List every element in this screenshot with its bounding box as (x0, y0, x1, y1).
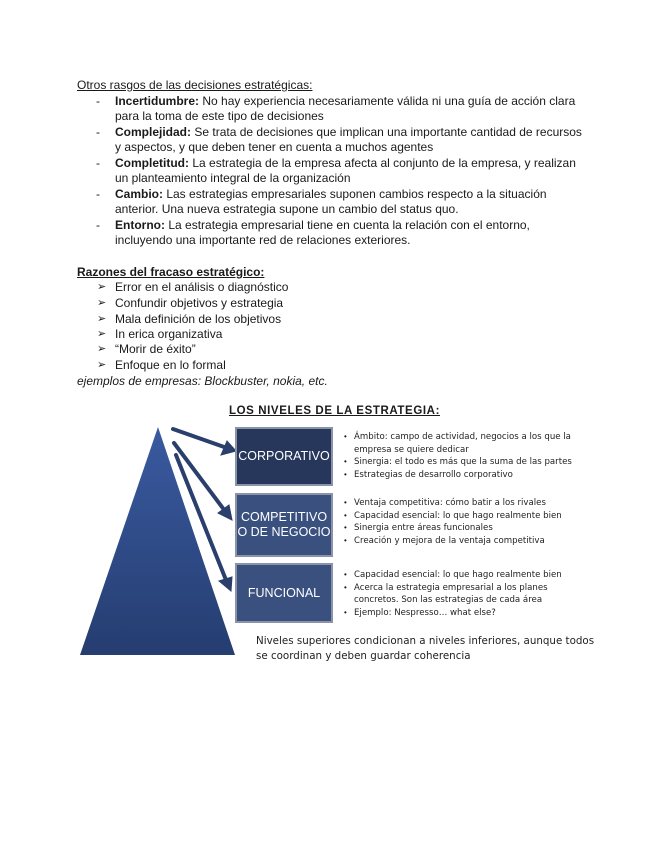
bullet-dot-icon: • (344, 470, 347, 479)
bullet-text: Creación y mejora de la ventaja competitiva (354, 536, 545, 546)
bullet-dot-icon: • (344, 570, 347, 579)
list-item: “Morir de éxito” (115, 342, 196, 356)
level-label: FUNCIONAL (247, 585, 321, 600)
dash-bullet: - (96, 125, 100, 139)
item-text: La estrategia de la empresa afecta al conjunto de la empresa, y realizan (189, 156, 576, 170)
arrowhead-bullet-icon: ➢ (97, 359, 107, 371)
arrowhead-bullet-icon: ➢ (97, 281, 107, 293)
arrowhead-bullet-icon: ➢ (97, 343, 107, 355)
level-label: CORPORATIVO (238, 449, 330, 463)
dash-bullet: - (96, 94, 100, 108)
level-box-competitivo (235, 493, 333, 557)
level-label: O DE NEGOCIO (237, 525, 331, 539)
list-item: In erica organizativa (115, 327, 223, 341)
bullet-dot-icon: • (344, 498, 347, 507)
list-item (115, 125, 582, 140)
dash-bullet: - (96, 187, 100, 201)
bullet-text: Capacidad esencial: lo que hago realmente bien (354, 570, 562, 580)
bullet-dot-icon: • (344, 432, 347, 441)
item-text: La estrategia empresarial tiene en cuenta la relación con el entorno, (165, 218, 530, 232)
arrowhead-bullet-icon: ➢ (97, 328, 107, 340)
diagram-footer-line2: se coordinan y deben guardar coherencia (256, 650, 471, 662)
bullet-text: Estrategias de desarrollo corporativo (354, 470, 513, 480)
term-label: Completitud: (115, 156, 189, 170)
list-item (115, 94, 575, 109)
arrow-to-corporativo (173, 429, 227, 448)
term-label: Incertidumbre: (115, 94, 200, 108)
list-item: Mala definición de los objetivos (115, 312, 282, 326)
dash-bullet: - (96, 218, 100, 232)
examples-note: ejemplos de empresas: Blockbuster, nokia, etc. (77, 374, 328, 388)
list-item: Confundir objetivos y estrategia (115, 296, 284, 310)
item-text: No hay experiencia necesariamente válida ni una guía de acción clara (199, 94, 576, 108)
bullet-text: concretos. Son las estrategias de cada área (354, 595, 543, 605)
strategy-pyramid-diagram (80, 415, 250, 660)
bullet-dot-icon: • (344, 457, 347, 466)
list-item: Enfoque en lo formal (115, 358, 226, 372)
item-text-cont: anterior. Una nueva estrategia supone un cambio del status quo. (115, 202, 459, 216)
bullet-text: Ámbito: campo de actividad, negocios a los que la (354, 432, 571, 442)
bullet-dot-icon: • (344, 608, 347, 617)
list-item (115, 156, 576, 171)
item-text-cont: y aspectos, y que deben tener en cuenta a muchos agentes (115, 140, 434, 154)
list-item: Error en el análisis o diagnóstico (115, 280, 289, 294)
item-text: Se trata de decisiones que implican una importante cantidad de recursos (191, 125, 582, 139)
arrowhead-icon (219, 577, 232, 591)
bullet-text: Sinergia: el todo es más que la suma de las partes (354, 457, 572, 467)
diagram-title: LOS NIVELES DE LA ESTRATEGIA: (229, 405, 440, 417)
bullet-text: Capacidad esencial: lo que hago realmente bien (354, 511, 562, 521)
bullet-text: Ejemplo: Nespresso… what else? (354, 608, 496, 618)
term-label: Cambio: (115, 187, 163, 201)
level-box-funcional (235, 563, 333, 623)
dash-bullet: - (96, 156, 100, 170)
item-text-cont: incluyendo una importante red de relaciones exteriores. (115, 233, 411, 247)
term-label: Entorno: (115, 218, 165, 232)
bullet-dot-icon: • (344, 511, 347, 520)
rasgos-heading: Otros rasgos de las decisiones estratégicas: (77, 78, 313, 92)
bullet-text: Ventaja competitiva: cómo batir a los rivales (354, 498, 546, 508)
bullet-text: empresa se quiere dedicar (354, 445, 469, 455)
razones-heading: Razones del fracaso estratégico: (77, 265, 265, 279)
list-item (115, 218, 530, 233)
bullet-text: Sinergia entre áreas funcionales (354, 523, 493, 533)
term-label: Complejidad: (115, 125, 192, 139)
item-text: Las estrategias empresariales suponen cambios respecto a la situación (163, 187, 547, 201)
list-item (115, 187, 547, 202)
bullet-dot-icon: • (344, 523, 347, 532)
arrowhead-bullet-icon: ➢ (97, 313, 107, 325)
bullet-dot-icon: • (344, 536, 347, 545)
diagram-footer-line1: Niveles superiores condicionan a niveles inferiores, aunque todos (256, 635, 595, 647)
bullet-text: Acerca la estrategia empresarial a los planes (354, 583, 548, 593)
bullet-dot-icon: • (344, 583, 347, 592)
item-text-cont: para la toma de este tipo de decisiones (115, 109, 324, 123)
level-label: COMPETITIVO (240, 510, 328, 524)
level-box-corporativo (235, 427, 333, 486)
arrowhead-bullet-icon: ➢ (97, 297, 107, 309)
item-text-cont: un planteamiento integral de la organización (115, 171, 351, 185)
